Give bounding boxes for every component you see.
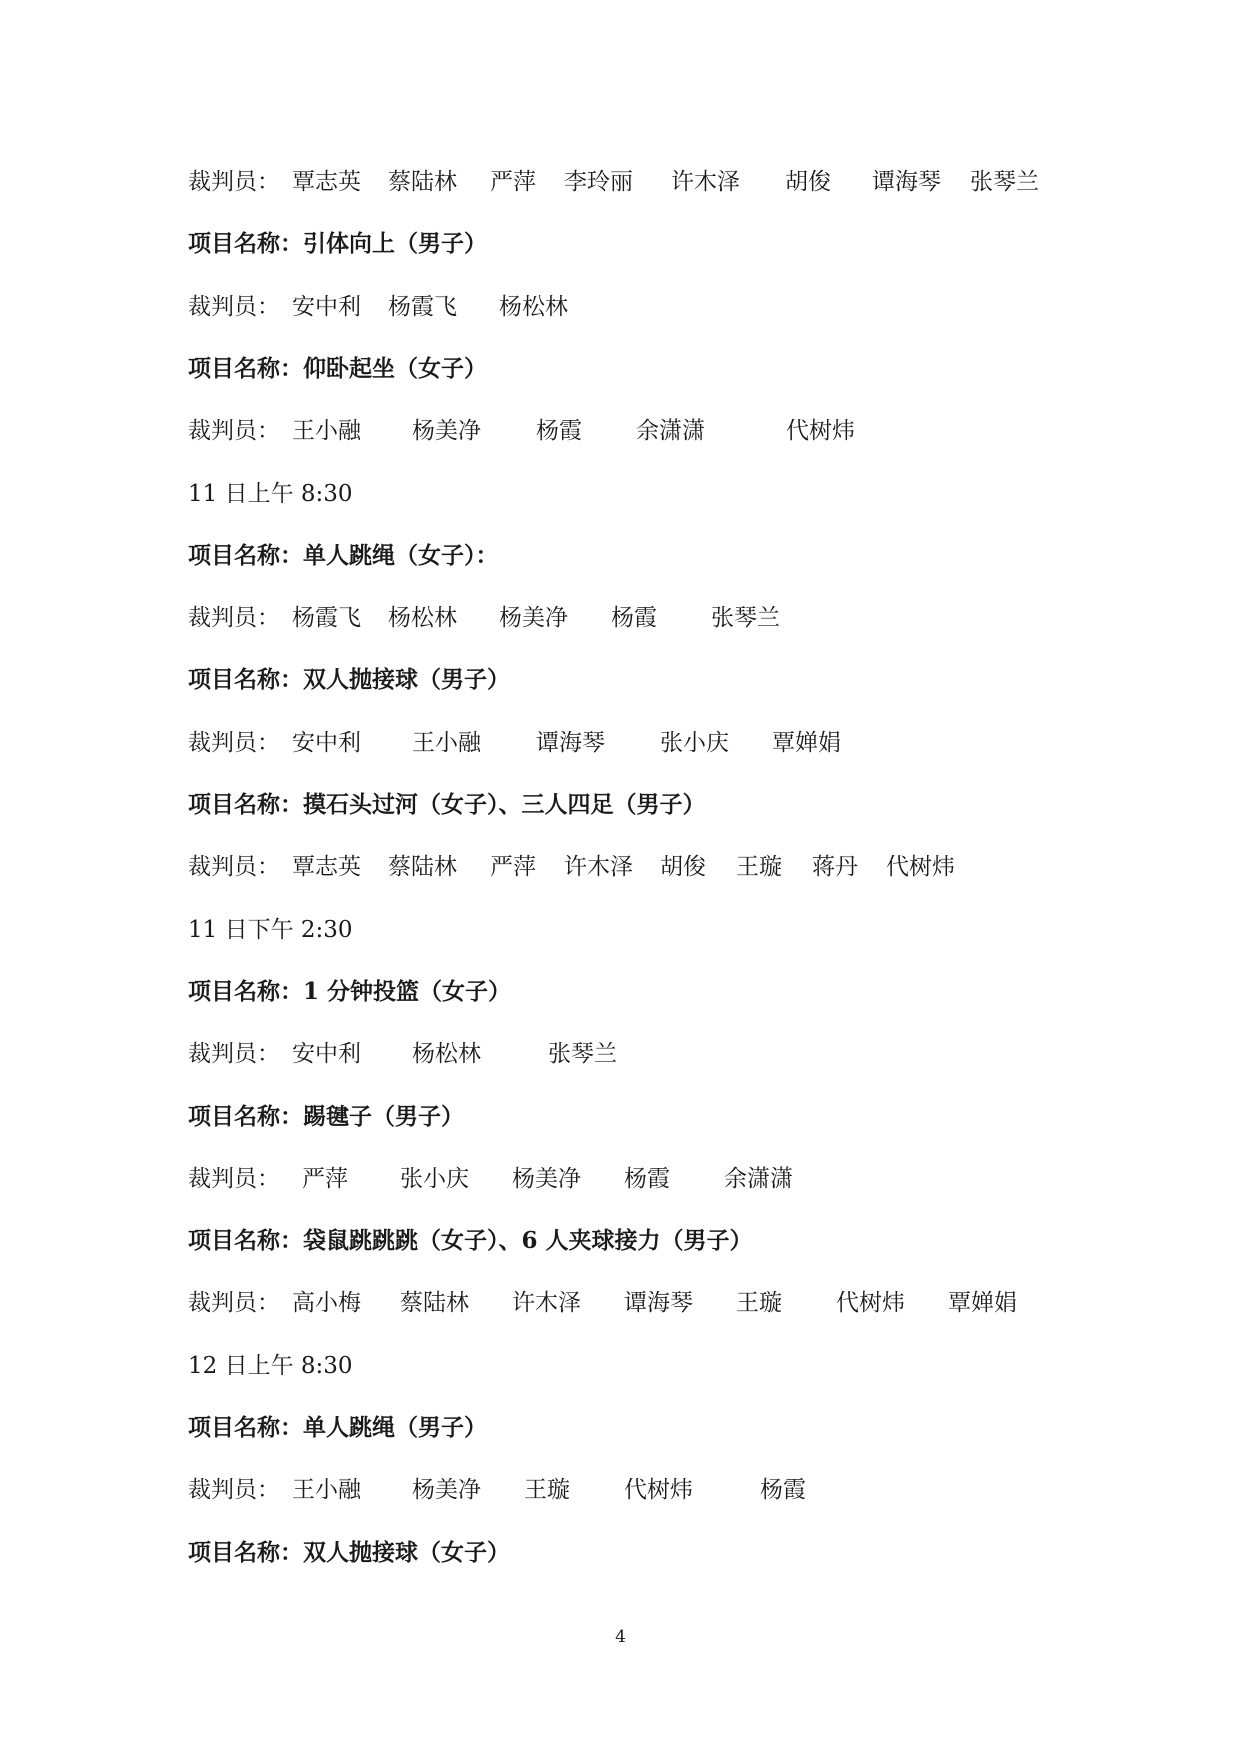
session-time: 11 日上午 8:30: [188, 480, 353, 507]
referee-name: 胡俊: [785, 169, 831, 195]
referee-name: 代树炜: [786, 418, 855, 445]
referee-name: 杨松林: [388, 605, 457, 632]
referee-name: 覃婵娟: [948, 1290, 1017, 1317]
referee-name: 谭海琴: [872, 169, 941, 195]
referee-name: 安中利: [292, 729, 361, 756]
referee-name: 蔡陆林: [388, 854, 457, 881]
referee-name: 李玲丽: [564, 169, 633, 195]
referee-name: 王小融: [412, 729, 481, 756]
referee-name: 张琴兰: [970, 169, 1039, 195]
referee-name: 谭海琴: [536, 729, 605, 756]
referee-name: 张小庆: [660, 729, 729, 756]
referee-name: 王璇: [736, 854, 782, 881]
event-heading: 项目名称：踢毽子（男子）: [188, 1102, 464, 1130]
referee-label: 裁判员：: [188, 418, 280, 445]
referee-line: [188, 417, 855, 445]
referee-name: 杨美净: [499, 605, 568, 632]
event-heading: 项目名称：双人抛接球（女子）: [188, 1538, 510, 1566]
referee-name: 张琴兰: [711, 605, 780, 632]
referee-label: 裁判员：: [188, 1165, 280, 1192]
referee-label: 裁判员：: [188, 1290, 280, 1317]
referee-name: 安中利: [292, 1041, 361, 1068]
session-time: 12 日上午 8:30: [188, 1352, 353, 1379]
referee-name: 高小梅: [292, 1290, 361, 1317]
referee-name: 代树炜: [836, 1290, 905, 1317]
referee-line: [188, 604, 780, 632]
referee-name: 杨霞: [536, 418, 582, 445]
referee-name: 杨松林: [499, 293, 568, 320]
referee-line: [188, 853, 955, 881]
referee-name: 王璇: [524, 1477, 570, 1504]
referee-label: 裁判员：: [188, 293, 280, 320]
referee-name: 蒋丹: [812, 854, 858, 881]
referee-line: [188, 293, 568, 321]
referee-line: [188, 1289, 1017, 1317]
page-number: 4: [615, 1627, 626, 1647]
referee-name: 严萍: [490, 169, 536, 195]
referee-name: 许木泽: [512, 1290, 581, 1317]
referee-label: 裁判员：: [188, 729, 280, 756]
referee-name: 蔡陆林: [388, 169, 457, 195]
referee-name: 安中利: [292, 293, 361, 320]
referee-name: 覃志英: [292, 169, 361, 195]
referee-name: 许木泽: [671, 169, 740, 195]
event-heading: 项目名称：仰卧起坐（女子）: [188, 354, 487, 382]
referee-name: 严萍: [490, 854, 536, 881]
referee-name: 杨霞: [760, 1477, 806, 1504]
referee-line: [188, 729, 841, 757]
referee-name: 杨美净: [412, 418, 481, 445]
referee-name: 代树炜: [624, 1477, 693, 1504]
referee-name: 张琴兰: [548, 1041, 617, 1068]
referee-name: 谭海琴: [624, 1290, 693, 1317]
referee-line: [188, 1165, 793, 1193]
referee-name: 蔡陆林: [400, 1290, 469, 1317]
referee-name: 杨霞飞: [292, 605, 361, 632]
referee-name: 杨霞: [611, 605, 657, 632]
referee-label: 裁判员：: [188, 1477, 280, 1504]
event-heading: 项目名称：双人抛接球（男子）: [188, 666, 510, 694]
referee-label: 裁判员：: [188, 169, 280, 195]
referee-name: 余潇潇: [636, 418, 705, 445]
referee-name: 王璇: [736, 1290, 782, 1317]
referee-label: 裁判员：: [188, 605, 280, 632]
referee-name: 杨美净: [412, 1477, 481, 1504]
referee-name: 王小融: [292, 1477, 361, 1504]
referee-name: 余潇潇: [724, 1165, 793, 1192]
referee-label: 裁判员：: [188, 854, 280, 881]
referee-label: 裁判员：: [188, 1041, 280, 1068]
event-heading: 项目名称：引体向上（男子）: [188, 230, 487, 258]
event-heading: 项目名称：单人跳绳（男子）: [188, 1414, 487, 1441]
referee-name: 杨霞飞: [388, 293, 457, 320]
event-heading: 项目名称：单人跳绳（女子）：: [188, 541, 499, 569]
referee-name: 严萍: [302, 1165, 348, 1192]
event-heading: 项目名称：摸石头过河（女子）、三人四足（男子）: [188, 791, 706, 818]
referee-line: [188, 1040, 617, 1068]
referee-name: 杨霞: [624, 1165, 670, 1192]
event-heading: 项目名称：袋鼠跳跳跳（女子）、6 人夹球接力（男子）: [188, 1227, 753, 1255]
event-heading: 项目名称：1 分钟投篮（女子）: [188, 977, 512, 1005]
referee-name: 杨松林: [412, 1041, 481, 1068]
referee-name: 张小庆: [400, 1165, 469, 1192]
referee-name: 杨美净: [512, 1165, 581, 1192]
referee-name: 王小融: [292, 418, 361, 445]
referee-name: 胡俊: [660, 854, 706, 881]
referee-line: [188, 168, 1039, 196]
referee-name: 覃婵娟: [772, 729, 841, 756]
referee-name: 许木泽: [564, 854, 633, 881]
session-time: 11 日下午 2:30: [188, 916, 353, 943]
referee-line: [188, 1476, 806, 1504]
referee-name: 覃志英: [292, 854, 361, 881]
referee-name: 代树炜: [886, 854, 955, 881]
